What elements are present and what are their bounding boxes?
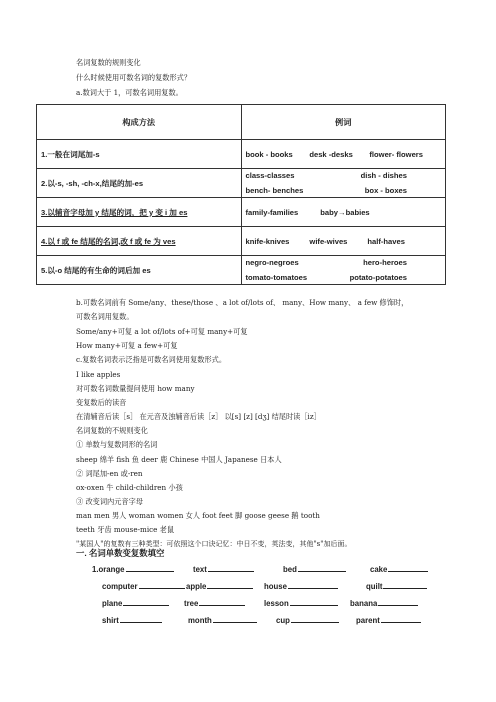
example-item: family-families <box>245 207 299 217</box>
rule-2-examples <box>241 169 446 198</box>
rule-5-text: 5.以-o 结尾的有生命的词后加 es <box>41 265 151 275</box>
exercise-item: apple <box>186 580 253 591</box>
answer-blank[interactable] <box>378 597 418 606</box>
example-item: box - boxes <box>364 186 407 195</box>
note-line: "某国人"的复数有三种类型：可依照这个口诀记忆：中日不变，英法变，其他"s"加后面。 <box>76 540 352 548</box>
example-item: hero-heroes <box>363 258 407 267</box>
answer-blank[interactable] <box>120 614 162 623</box>
note-line: 名词复数的不规则变化 <box>76 426 148 435</box>
answer-blank[interactable] <box>388 563 428 572</box>
rule-3-examples <box>241 198 446 227</box>
answer-blank[interactable] <box>126 563 174 572</box>
note-line: 在清辅音后读［s］ 在元音及浊辅音后读［z］ 以[s] [z] [dʒ] 结尾时读［iz］ <box>76 412 321 421</box>
rule-5-examples <box>241 256 446 285</box>
exercise-item: cup <box>276 614 339 625</box>
answer-blank[interactable] <box>291 614 339 623</box>
answer-blank[interactable] <box>207 580 253 589</box>
exercise-title: 一. 名词单数变复数填空 <box>76 548 165 558</box>
note-line: teeth 牙齿 mouse-mice 老鼠 <box>76 525 175 534</box>
example-item: dish - dishes <box>360 171 407 180</box>
exercise-item: bed <box>283 563 346 574</box>
example-item: knife-knives <box>245 236 290 246</box>
exercise-item: cake <box>370 563 428 574</box>
exercise-item: quilt <box>366 580 427 591</box>
answer-blank[interactable] <box>139 580 185 589</box>
exercise-item: lesson <box>264 597 338 608</box>
example-item: baby→babies <box>320 207 370 217</box>
answer-blank[interactable] <box>213 614 257 623</box>
intro-question: 什么时候使用可数名词的复数形式？ <box>76 73 192 82</box>
rule-5-method <box>37 256 242 285</box>
exercise-item: computer <box>102 580 185 591</box>
rule-3-text: 3.以辅音字母加 y 结尾的词，把 y 变 i 加 es <box>41 207 188 217</box>
note-line: ① 单数与复数同形的名词 <box>76 440 158 449</box>
example-item: tomato-tomatoes <box>245 273 308 282</box>
table-row <box>37 169 446 198</box>
answer-blank[interactable] <box>123 597 169 606</box>
note-line: ② 词尾加-en 或-ren <box>76 469 143 478</box>
note-line: sheep 绵羊 fish 鱼 deer 鹿 Chinese 中国人 Japanese 日本人 <box>76 455 282 464</box>
exercise-item: parent <box>356 614 421 625</box>
example-item: book - books <box>245 149 293 159</box>
note-line: I like apples <box>76 370 121 379</box>
note-line: 可数名词用复数。 <box>76 312 134 321</box>
table-row <box>37 256 446 285</box>
note-line: ox-oxen 牛 child-children 小孩 <box>76 483 183 492</box>
note-line: man men 男人 woman women 女人 foot feet 脚 goose geese 鹅 tooth <box>76 511 320 520</box>
example-item: desk -desks <box>309 149 353 159</box>
exercise-item: tree <box>184 597 245 608</box>
table-header-row <box>37 105 446 140</box>
rule-2-method <box>37 169 242 198</box>
exercise-item: 1.orange <box>92 563 174 574</box>
note-line: b.可数名词前有 Some/any、these/those 、a lot of/lots of、 many、How many、 a few 修饰时， <box>76 298 409 307</box>
answer-blank[interactable] <box>290 597 338 606</box>
exercise-item: month <box>188 614 257 625</box>
exercise-item: text <box>193 563 254 574</box>
example-item: negro-negroes <box>245 258 299 267</box>
answer-blank[interactable] <box>381 614 421 623</box>
answer-blank[interactable] <box>199 597 245 606</box>
example-item: wife-wives <box>309 236 348 246</box>
answer-blank[interactable] <box>288 580 338 589</box>
example-item: class-classes <box>245 171 295 180</box>
exercise-item: plane <box>102 597 169 608</box>
note-line: 变复数后的读音 <box>76 398 127 407</box>
table-row <box>37 140 446 169</box>
rule-2-text: 2.以-s, -sh, -ch-x,结尾的加-es <box>41 178 144 188</box>
example-item: half-haves <box>367 236 405 246</box>
answer-blank[interactable] <box>298 563 346 572</box>
exercise-item: house <box>264 580 338 591</box>
rule-1-method <box>37 140 242 169</box>
rule-4-text: 4.以 f 或 fe 结尾的名词,改 f 或 fe 为 ves <box>41 236 176 246</box>
table-row <box>37 198 446 227</box>
note-line: ③ 改变词内元音字母 <box>76 497 143 506</box>
example-item: potato-potatoes <box>349 273 407 282</box>
answer-blank[interactable] <box>383 580 427 589</box>
example-item: flower- flowers <box>369 149 423 159</box>
note-line: How many+可复 a few+可复 <box>76 341 178 350</box>
plural-rules-table <box>36 104 446 285</box>
note-line: c.复数名词表示泛指是可数名词使用复数形式。 <box>76 355 227 364</box>
example-item: bench- benches <box>245 186 304 195</box>
header-method: 构成方法 <box>37 105 242 140</box>
rule-4-examples <box>241 227 446 256</box>
rule-1-text: 1.一般在词尾加-s <box>41 149 100 159</box>
rule-3-method <box>37 198 242 227</box>
exercise-item: banana <box>350 597 418 608</box>
intro-rule-a: a.数词大于 1，可数名词用复数。 <box>76 88 183 97</box>
rule-4-method <box>37 227 242 256</box>
table-row <box>37 227 446 256</box>
note-line: 对可数名词数量提问使用 how many <box>76 384 195 393</box>
rule-1-examples <box>241 140 446 169</box>
exercise-item: shirt <box>102 614 162 625</box>
answer-blank[interactable] <box>208 563 254 572</box>
intro-title: 名词复数的规则变化 <box>76 58 141 67</box>
note-line: Some/any+可复 a lot of/lots of+可复 many+可复 <box>76 327 248 336</box>
header-example: 例词 <box>241 105 446 140</box>
